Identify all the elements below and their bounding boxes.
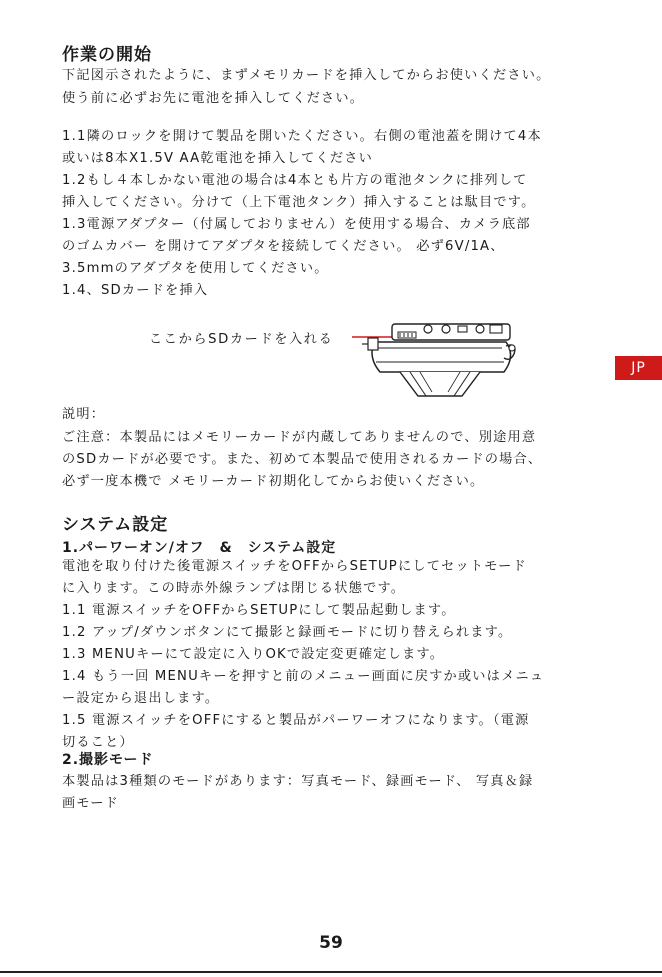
section-title-getting-started: 作業の開始	[62, 45, 152, 65]
intro-line-2: 使う前に必ずお先に電池を挿入してください。	[62, 91, 365, 106]
mode-line: 画モード	[62, 796, 120, 811]
step-line: 1.4、SDカードを挿入	[62, 283, 209, 298]
section-title-system-settings: システム設定	[62, 515, 169, 535]
note-line: ご注意：本製品にはメモリーカードが内蔵してありませんので、別途用意	[62, 430, 537, 445]
step-line: 3.5mmのアダプタを使用してください。	[62, 261, 329, 276]
subsection-title-shooting-mode: 2.撮影モード	[62, 752, 154, 768]
step-line: 1.1隣のロックを開けて製品を開いたください。右側の電池蓋を開けて4本	[62, 129, 542, 144]
settings-line: 1.1 電源スイッチをOFFからSETUPにして製品起動します。	[62, 603, 456, 618]
settings-line: 電池を取り付けた後電源スイッチをOFFからSETUPにしてセットモード	[62, 559, 527, 574]
note-line: 必ず一度本機で メモリーカード初期化してからお使いください。	[62, 474, 485, 489]
settings-line: 1.4 もう一回 MENUキーを押すと前のメニュー画面に戻すか或いはメニュ	[62, 669, 545, 684]
settings-line: に入ります。この時赤外線ランプは閉じる状態です。	[62, 581, 406, 596]
settings-line: ー設定から退出します。	[62, 691, 220, 706]
subsection-title-power: 1.パーワーオン/オフ & システム設定	[62, 540, 337, 556]
settings-line: 1.3 MENUキーにて設定に入りOKで設定変更確定します。	[62, 647, 445, 662]
note-heading: 説明：	[62, 407, 106, 422]
step-line: 挿入してください。分けて（上下電池タンク）挿入することは駄目です。	[62, 195, 536, 210]
language-tab: JP	[615, 356, 662, 380]
step-line: 或いは8本X1.5V AA乾電池を挿入してください	[62, 151, 374, 166]
note-line: のSDカードが必要です。また、初めて本製品で使用されるカードの場合、	[62, 452, 543, 467]
settings-line: 1.2 アップ/ダウンボタンにて撮影と録画モードに切り替えられます。	[62, 625, 513, 640]
settings-line: 切ること）	[62, 735, 134, 750]
intro-line-1: 下記図示されたように、まずメモリカードを挿入してからお使いください。	[62, 68, 551, 83]
figure-caption: ここからSDカードを入れる	[149, 332, 334, 347]
step-line: 1.2もし４本しかない電池の場合は4本とも片方の電池タンクに排列して	[62, 173, 528, 188]
camera-sd-slot-illustration	[340, 312, 520, 402]
bottom-rule	[0, 971, 662, 973]
mode-line: 本製品は3種類のモードがあります：写真モード、録画モード、 写真＆録	[62, 774, 534, 789]
step-line: 1.3電源アダプター（付属しておりません）を使用する場合、カメラ底部	[62, 217, 531, 232]
step-line: のゴムカバー を開けてアダプタを接続してください。 必ず6V/1A、	[62, 239, 505, 254]
page-number: 59	[319, 933, 343, 953]
settings-line: 1.5 電源スイッチをOFFにすると製品がパーワーオフになります。（電源	[62, 713, 530, 728]
